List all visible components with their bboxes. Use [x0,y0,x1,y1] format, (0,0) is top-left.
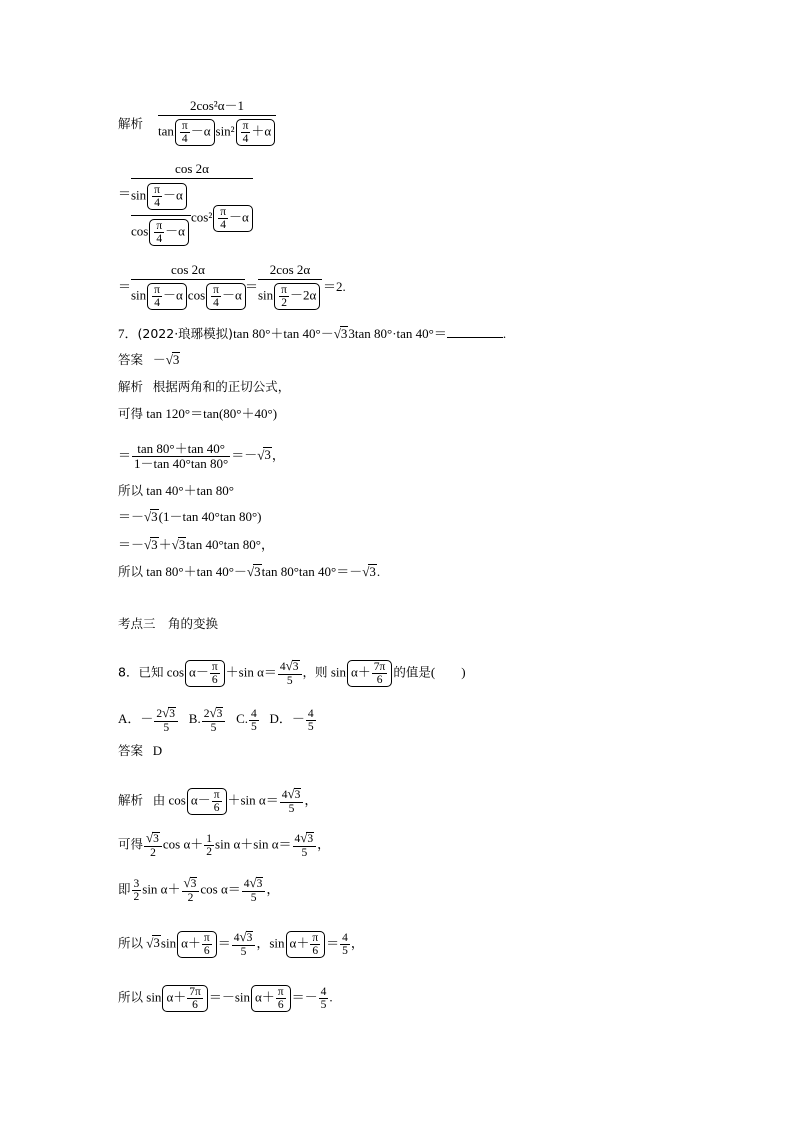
analysis-7: 解析 根据两角和的正切公式， [118,379,291,394]
question-8: 8．已知 cos α－ $\frac{\pi}{6}$ ＋sin α＝ $\frac{4√3}{5}$ ，则 sin α＋ $\frac{7\pi}{6}$ 的值是( ) [118,658,466,687]
step-5: ＝－√3＋√3tan 40°tan 80°， [118,537,274,552]
answer-blank[interactable] [447,326,503,338]
equals-sign: ＝ [118,186,132,201]
frac-numerator: 2cos²α－1 [189,98,245,113]
step-3: 所以 tan 40°＋tan 80° [118,483,234,498]
option-b[interactable]: B. $\frac{2√3}{5}$ [189,711,227,726]
fraction-line1 [158,98,276,145]
a8-step2: 可得 $\frac{√3}{2}$ cos α＋ $\frac{1}{2}$ sin α＋sin α＝ $\frac{4√3}{5}$ ， [118,830,331,859]
fraction-line3a: cos 2α sin $\frac{\pi}{4}$ －α cos $\frac{\pi}{4}$ －α [131,262,245,278]
a8-step3: 即 $\frac{3}{2}$ sin α＋ $\frac{√3}{2}$ cos α＝ $\frac{4√3}{5}$ ， [118,875,280,904]
fraction-line3b: 2cos 2α sin $\frac{\pi}{2}$ －2α [258,262,322,278]
options-8 [118,707,317,734]
equals-sign: ＝ [118,279,132,294]
a8-step1: 解析 由 cos α－ $\frac{\pi}{6}$ ＋sin α＝ $\frac{4√3}{5}$ ， [118,786,318,815]
frac-denominator: tan $\frac{\pi}{4}$ －α sin² $\frac{\pi}{4}$ ＋α [158,119,276,146]
option-a[interactable]: A．－ $\frac{2√3}{5}$ [118,711,179,726]
a8-step5: 所以 sin α＋ $\frac{7\pi}{6}$ ＝－sin α＋ $\frac{\pi}{6}$ ＝－ $\frac{4}{5}$ . [118,986,333,1011]
option-c[interactable]: C. $\frac{4}{5}$ [236,708,257,733]
inner-fraction: sin $\frac{\pi}{4}$ －α [131,183,188,210]
step-1: 可得 tan 120°＝tan(80°＋40°) [118,406,278,421]
frac-numerator: cos 2α [175,161,209,176]
result-value: 2. [336,279,346,294]
section-title: 考点三 角的变换 [118,616,219,631]
answer-line-8: 答案 D [118,743,163,758]
analysis-label: 解析 [118,116,144,131]
frac-numerator: cos 2α [171,262,205,277]
fraction-line2: cos 2α sin $\frac{\pi}{4}$ －α cos $\frac{\pi}{4}$ －α cos² $\frac{\pi}{4}$ －α [131,161,253,177]
frac-numerator: 2cos 2α [269,262,311,277]
answer-line-7: 答案 －√3 [118,352,180,367]
a8-step4: 所以 √3sin α＋ $\frac{\pi}{6}$ ＝ $\frac{4√3}{5}$ ，sin α＋ $\frac{\pi}{6}$ ＝ $\frac{4}{5}$ ， [118,929,364,958]
option-d[interactable]: D．－ $\frac{4}{5}$ [269,708,314,733]
step-4: ＝－√3(1－tan 40°tan 80°) [118,509,262,524]
step-6: 所以 tan 80°＋tan 40°－√3tan 80°tan 40°＝－√3. [118,564,381,579]
question-7: 7．(2022·琅琊模拟)tan 80°＋tan 40°－√33tan 80°·tan 40°＝ . [118,326,507,341]
step-2: ＝ $\frac{\tan 80^\circ+\tan 40^\circ}{1-\tan 40^\circ\tan 80^\circ}$ ＝－√3， [118,441,285,471]
